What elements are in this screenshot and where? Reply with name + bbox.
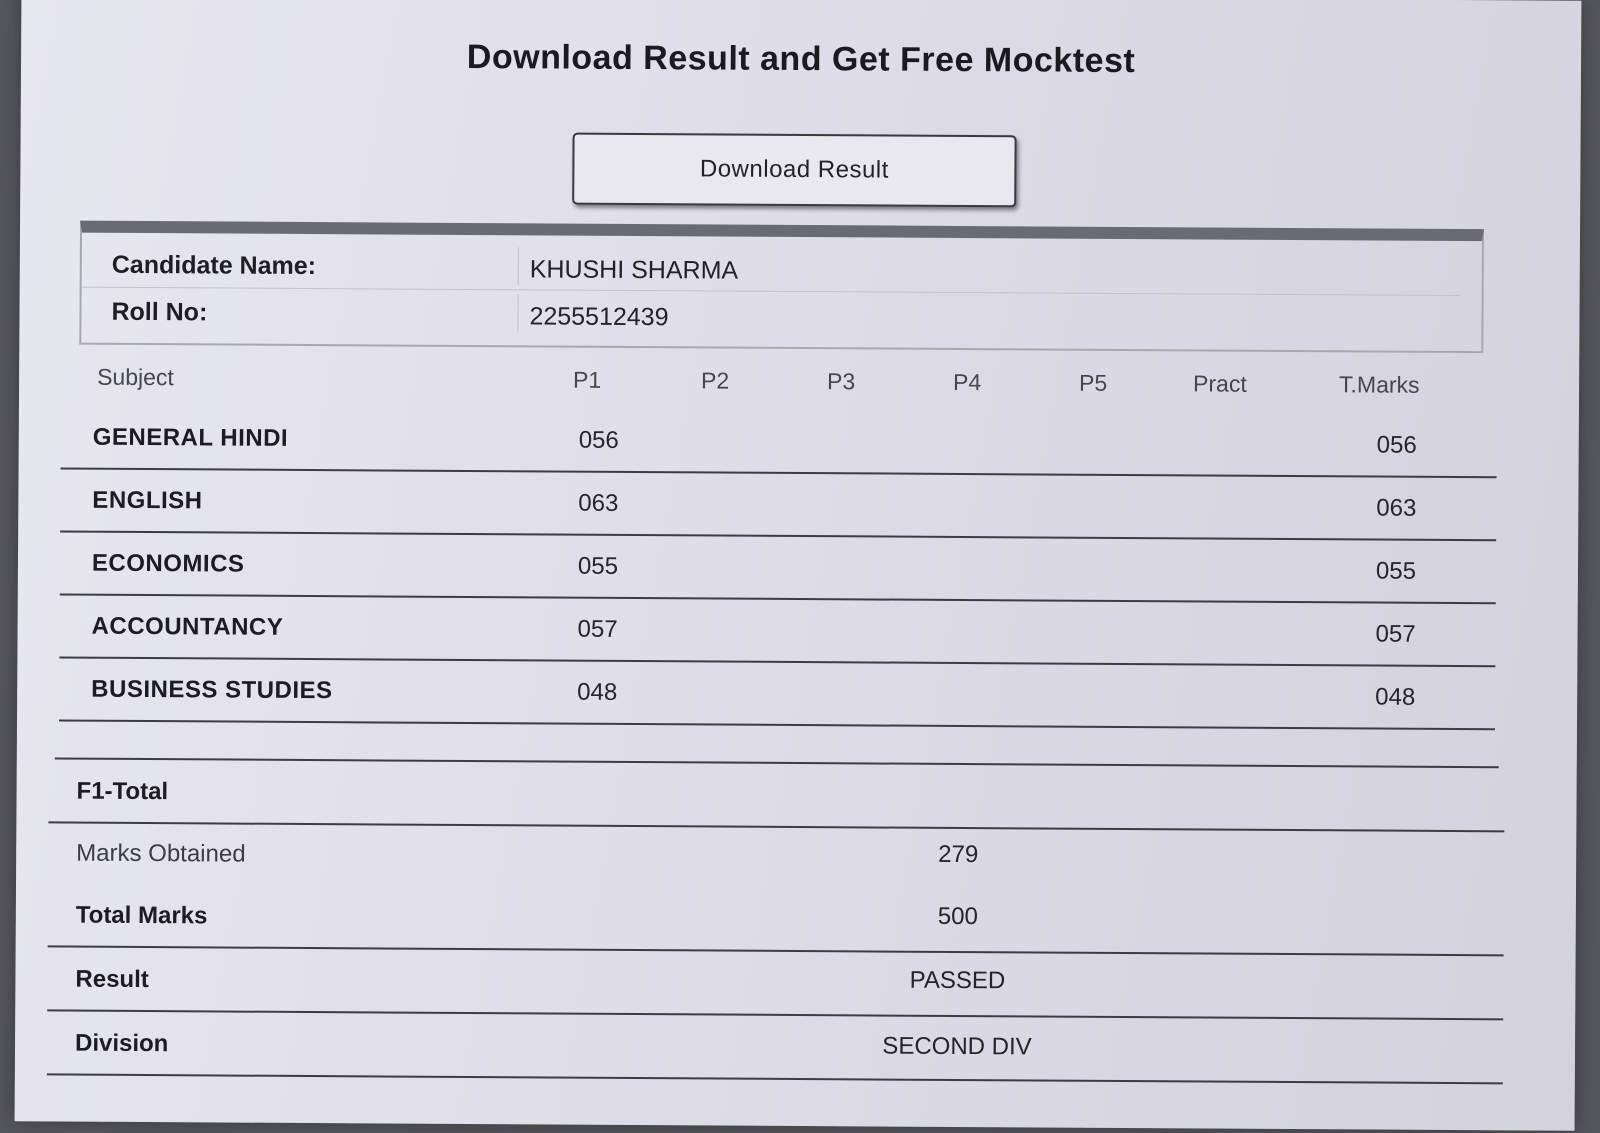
header-p3: P3: [827, 368, 856, 395]
table-row: [60, 531, 1496, 604]
candidate-name-value: KHUSHI SHARMA: [529, 255, 739, 285]
subject-name: BUSINESS STUDIES: [91, 675, 333, 705]
roll-number-value: 2255512439: [529, 302, 669, 332]
marks-obtained-value: 279: [938, 840, 979, 869]
division-label: Division: [74, 1029, 169, 1058]
marks-obtained-row: [48, 823, 1504, 892]
header-pract: Pract: [1193, 370, 1247, 397]
subject-name: ACCOUNTANCY: [91, 612, 284, 641]
subject-p1-marks: 048: [577, 678, 618, 706]
subject-p1-marks: 056: [578, 426, 619, 454]
subject-p1-marks: 055: [577, 552, 619, 580]
f1-total-row: [48, 759, 1504, 832]
table-row: [60, 468, 1496, 541]
subject-total-marks: 055: [1375, 557, 1417, 585]
subject-total-marks: 056: [1376, 431, 1417, 459]
header-p5: P5: [1079, 369, 1108, 396]
division-value: SECOND DIV: [882, 1032, 1032, 1061]
table-row: [59, 594, 1495, 667]
candidate-name-row: [82, 241, 1460, 296]
subject-name: ECONOMICS: [91, 549, 245, 578]
subject-total-marks: 048: [1375, 683, 1416, 711]
download-result-button[interactable]: Download Result: [572, 133, 1016, 208]
result-row: [47, 947, 1503, 1020]
marks-obtained-label: Marks Obtained: [76, 839, 246, 868]
info-divider: [517, 294, 518, 332]
subject-name: ENGLISH: [92, 486, 203, 515]
table-row: [59, 657, 1495, 730]
subject-p1-marks: 057: [577, 615, 618, 643]
page-title: Download Result and Get Free Mocktest: [466, 37, 1136, 81]
total-marks-row: [48, 883, 1504, 956]
info-divider: [518, 247, 519, 285]
subject-p1-marks: 063: [578, 489, 619, 517]
header-total-marks: T.Marks: [1339, 371, 1420, 398]
candidate-info-box: [79, 221, 1484, 354]
f1-total-label: F1-Total: [76, 777, 169, 806]
roll-number-label: Roll No:: [111, 297, 208, 327]
subject-total-marks: 063: [1376, 494, 1417, 522]
header-p4: P4: [953, 368, 982, 396]
result-sheet: [15, 0, 1582, 1131]
subject-total-marks: 057: [1375, 620, 1416, 648]
total-marks-label: Total Marks: [75, 901, 208, 930]
header-subject: Subject: [97, 363, 174, 391]
header-p1: P1: [573, 366, 602, 393]
roll-number-row: [81, 288, 1459, 342]
candidate-name-label: Candidate Name:: [111, 250, 317, 281]
table-row: [61, 405, 1497, 478]
division-row: [47, 1011, 1503, 1084]
result-value: PASSED: [909, 966, 1006, 995]
header-p2: P2: [701, 367, 730, 394]
result-label: Result: [75, 965, 149, 994]
subject-name: GENERAL HINDI: [92, 423, 289, 452]
total-marks-value: 500: [937, 902, 978, 931]
